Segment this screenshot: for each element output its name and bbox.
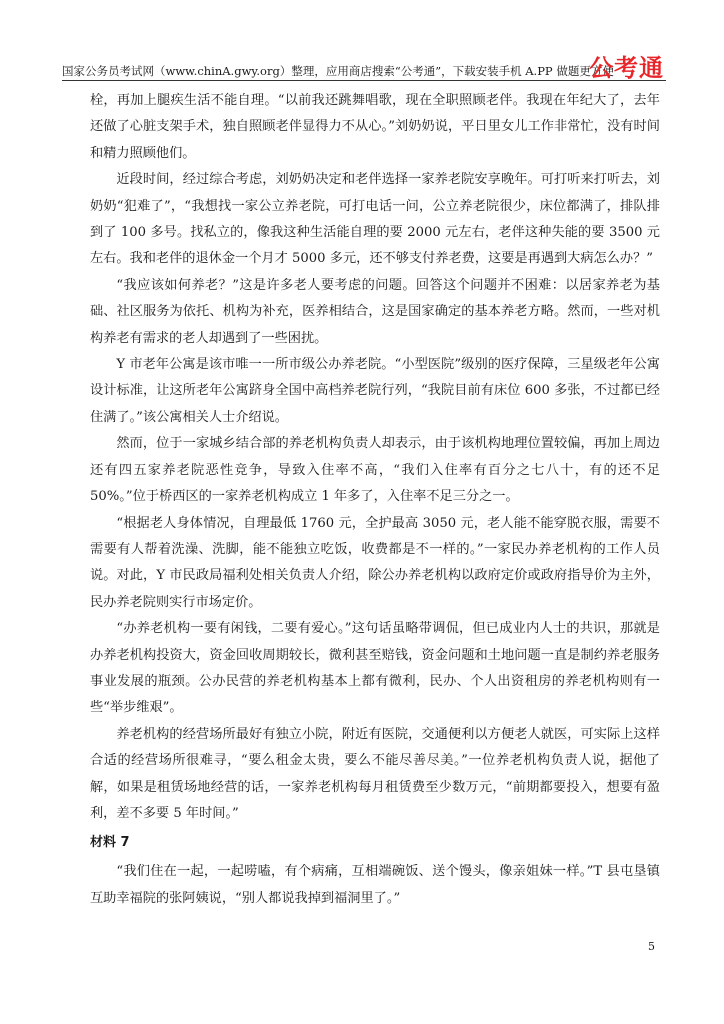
paragraph: “我应该如何养老？”这是许多老人要考虑的问题。回答这个问题并不困难：以居家养老为基础、社区服务为依托、机构为补充，医养相结合，这是国家确定的基本养老方略。然而，一些对机构养老有需求的老人却遇到了一些困扰。 — [90, 277, 660, 346]
page-header — [62, 54, 666, 82]
paragraph-continued: 栓，再加上腿疾生活不能自理。“以前我还跳舞唱歌，现在全职照顾老伴。我现在年纪大了，去年还做了心脏支架手术，独自照顾老伴显得力不从心。”刘奶奶说，平日里女儿工作非常忙，没有时间和精力照顾他们。 — [90, 93, 660, 161]
paragraph: “我们住在一起，一起唠嗑，有个病痛，互相端碗饭、送个馒头，像亲姐妹一样。”T 县屯垦镇互助幸福院的张阿姨说，“别人都说我掉到福洞里了。” — [90, 864, 660, 906]
paragraph: 养老机构的经营场所最好有独立小院，附近有医院，交通便利以方便老人就医，可实际上这样合适的经营场所很难寻，“要么租金太贵，要么不能尽善尽美。”一位养老机构负责人说，据他了解，如果是租赁场地经营的话，一家养老机构每月租赁费至少数万元，“前期都要投入，想要有盈利，差不多要 5 年时间。” — [90, 726, 660, 821]
header-text: 国家公务员考试网（www.chinA.gwy.org）整理，应用商店搜索“公考通”，下载安装手机 A.PP 做题更方便 — [62, 64, 614, 78]
paragraph: Y 市老年公寓是该市唯一一所市级公办养老院。“小型医院”级别的医疗保障，三星级老年公寓设计标准，让这所老年公寓跻身全国中高档养老院行列，“我院目前有床位 600 多张，不过都已经住满了。”该公寓相关人士介绍说。 — [90, 357, 660, 425]
page-number: 5 — [648, 940, 655, 953]
paragraph: 然而，位于一家城乡结合部的养老机构负责人却表示，由于该机构地理位置较偏，再加上周边还有四五家养老院恶性竞争，导致入住率不高，“我们入住率有百分之七八十，有的还不足 50%。”位于桥西区的一家养老机构成立 1 年多了，入住率不足三分之一。 — [90, 436, 660, 505]
paragraph: 近段时间，经过综合考虑，刘奶奶决定和老伴选择一家养老院安享晚年。可打听来打听去，刘奶奶“犯难了”，“我想找一家公立养老院，可打电话一问，公立养老院很少，床位都满了，排队排到了 100 多号。找私立的，像我这种生活能自理的要 2000 元左右，老伴这种失能的要 3500 元左右。我和老伴的退休金一个月才 5000 多元，还不够支付养老费，这要是再遇到大病怎么办？” — [90, 172, 660, 267]
paragraph: “根据老人身体情况，自理最低 1760 元，全护最高 3050 元，老人能不能穿脱衣服，需要不需要有人帮着洗澡、洗脚，能不能独立吃饭，收费都是不一样的。”一家民办养老机构的工作人员说。对此，Y 市民政局福利处相关负责人介绍，除公办养老机构以政府定价或政府指导价为主外，民办养老院则实行市场定价。 — [90, 515, 660, 610]
gongkaotong-logo: 公考通 — [589, 54, 664, 82]
paragraph: “办养老机构一要有闲钱，二要有爱心。”这句话虽略带调侃，但已成业内人士的共识，那就是办养老机构投资大，资金回收周期较长，微利甚至赔钱，资金问题和土地问题一直是制约养老服务事业发展的瓶颈。公办民营的养老机构基本上都有微利，民办、个人出资租房的养老机构则有一些“举步维艰”。 — [90, 621, 660, 716]
section-title: 材料 7 — [90, 835, 130, 851]
document-body — [90, 88, 660, 912]
